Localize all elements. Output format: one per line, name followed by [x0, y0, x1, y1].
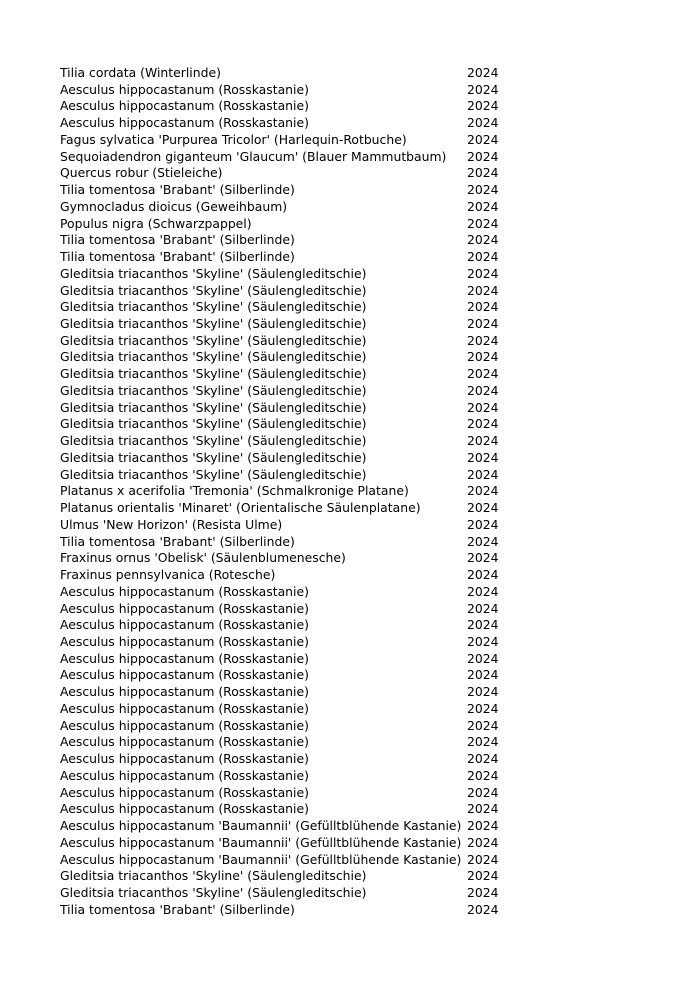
- planting-year: 2024: [467, 131, 499, 147]
- tree-species: Gleditsia triacanthos 'Skyline' (Säulengleditschie): [60, 332, 367, 348]
- list-item: [60, 115, 640, 132]
- tree-species: Gleditsia triacanthos 'Skyline' (Säulengleditschie): [60, 265, 367, 281]
- list-item: [60, 467, 640, 484]
- list-item: [60, 132, 640, 149]
- list-item: [60, 550, 640, 567]
- planting-year: 2024: [467, 198, 499, 214]
- planting-year: 2024: [467, 767, 499, 783]
- planting-year: 2024: [467, 500, 499, 516]
- planting-year: 2024: [467, 416, 499, 432]
- tree-species: Aesculus hippocastanum (Rosskastanie): [60, 717, 309, 733]
- list-item: [60, 316, 640, 333]
- tree-species: Platanus orientalis 'Minaret' (Orientalische Säulenplatane): [60, 500, 421, 516]
- list-item: [60, 232, 640, 249]
- planting-year: 2024: [467, 366, 499, 382]
- list-item: [60, 785, 640, 802]
- planting-year: 2024: [467, 600, 499, 616]
- list-item: [60, 82, 640, 99]
- list-item: [60, 65, 640, 82]
- tree-species: Gleditsia triacanthos 'Skyline' (Säulengleditschie): [60, 382, 367, 398]
- planting-year: 2024: [467, 667, 499, 683]
- list-item: [60, 617, 640, 634]
- tree-species: Gymnocladus dioicus (Geweihbaum): [60, 198, 288, 214]
- planting-year: 2024: [467, 717, 499, 733]
- tree-species: Platanus x acerifolia 'Tremonia' (Schmalkronige Platane): [60, 483, 409, 499]
- planting-year: 2024: [467, 433, 499, 449]
- list-item: [60, 383, 640, 400]
- tree-species: Aesculus hippocastanum (Rosskastanie): [60, 617, 309, 633]
- planting-year: 2024: [467, 901, 499, 917]
- tree-species: Gleditsia triacanthos 'Skyline' (Säulengleditschie): [60, 416, 367, 432]
- tree-species: Gleditsia triacanthos 'Skyline' (Säulengleditschie): [60, 449, 367, 465]
- tree-species: Aesculus hippocastanum (Rosskastanie): [60, 767, 309, 783]
- tree-species: Gleditsia triacanthos 'Skyline' (Säulengleditschie): [60, 433, 367, 449]
- planting-year: 2024: [467, 399, 499, 415]
- tree-species: Gleditsia triacanthos 'Skyline' (Säulengleditschie): [60, 282, 367, 298]
- list-item: [60, 868, 640, 885]
- tree-species: Aesculus hippocastanum (Rosskastanie): [60, 600, 309, 616]
- tree-species: Tilia tomentosa 'Brabant' (Silberlinde): [60, 533, 295, 549]
- list-item: [60, 483, 640, 500]
- tree-species: Aesculus hippocastanum (Rosskastanie): [60, 81, 309, 97]
- tree-species: Aesculus hippocastanum (Rosskastanie): [60, 801, 309, 817]
- tree-species: Gleditsia triacanthos 'Skyline' (Säulengleditschie): [60, 884, 367, 900]
- planting-year: 2024: [467, 734, 499, 750]
- list-item: [60, 333, 640, 350]
- list-item: [60, 734, 640, 751]
- tree-species: Populus nigra (Schwarzpappel): [60, 215, 252, 231]
- tree-species: Tilia cordata (Winterlinde): [60, 65, 221, 80]
- list-item: [60, 165, 640, 182]
- list-item: [60, 216, 640, 233]
- planting-year: 2024: [467, 299, 499, 315]
- list-item: [60, 416, 640, 433]
- tree-species: Tilia tomentosa 'Brabant' (Silberlinde): [60, 901, 295, 917]
- planting-year: 2024: [467, 265, 499, 281]
- planting-year: 2024: [467, 282, 499, 298]
- tree-species: Fraxinus ornus 'Obelisk' (Säulenblumenesche): [60, 550, 346, 566]
- planting-year: 2024: [467, 215, 499, 231]
- planting-year: 2024: [467, 232, 499, 248]
- list-item: [60, 349, 640, 366]
- list-item: [60, 517, 640, 534]
- list-item: [60, 534, 640, 551]
- planting-year: 2024: [467, 868, 499, 884]
- list-item: [60, 584, 640, 601]
- planting-year: 2024: [467, 567, 499, 583]
- planting-year: 2024: [467, 684, 499, 700]
- list-item: [60, 601, 640, 618]
- list-item: [60, 684, 640, 701]
- list-item: [60, 567, 640, 584]
- list-item: [60, 651, 640, 668]
- tree-species: Aesculus hippocastanum (Rosskastanie): [60, 98, 309, 114]
- list-item: [60, 835, 640, 852]
- tree-species: Tilia tomentosa 'Brabant' (Silberlinde): [60, 182, 295, 198]
- list-item: [60, 701, 640, 718]
- list-item: [60, 299, 640, 316]
- list-item: [60, 450, 640, 467]
- planting-year: 2024: [467, 449, 499, 465]
- list-item: [60, 667, 640, 684]
- planting-year: 2024: [467, 483, 499, 499]
- planting-year: 2024: [467, 316, 499, 332]
- tree-species: Aesculus hippocastanum (Rosskastanie): [60, 115, 309, 131]
- tree-species: Aesculus hippocastanum (Rosskastanie): [60, 784, 309, 800]
- list-item: [60, 149, 640, 166]
- tree-species: Tilia tomentosa 'Brabant' (Silberlinde): [60, 232, 295, 248]
- tree-species: Quercus robur (Stieleiche): [60, 165, 223, 181]
- tree-species: Aesculus hippocastanum (Rosskastanie): [60, 583, 309, 599]
- list-item: [60, 98, 640, 115]
- list-item: [60, 902, 640, 919]
- planting-year: 2024: [467, 466, 499, 482]
- list-item: [60, 433, 640, 450]
- tree-species: Gleditsia triacanthos 'Skyline' (Säulengleditschie): [60, 868, 367, 884]
- planting-year: 2024: [467, 349, 499, 365]
- planting-year: 2024: [467, 583, 499, 599]
- planting-year: 2024: [467, 182, 499, 198]
- planting-year: 2024: [467, 818, 499, 834]
- tree-species: Gleditsia triacanthos 'Skyline' (Säulengleditschie): [60, 349, 367, 365]
- planting-year: 2024: [467, 851, 499, 867]
- tree-planting-list: [60, 65, 640, 918]
- planting-year: 2024: [467, 633, 499, 649]
- tree-species: Gleditsia triacanthos 'Skyline' (Säulengleditschie): [60, 399, 367, 415]
- list-item: [60, 249, 640, 266]
- tree-species: Aesculus hippocastanum (Rosskastanie): [60, 751, 309, 767]
- planting-year: 2024: [467, 884, 499, 900]
- tree-species: Aesculus hippocastanum (Rosskastanie): [60, 650, 309, 666]
- planting-year: 2024: [467, 115, 499, 131]
- tree-species: Aesculus hippocastanum (Rosskastanie): [60, 667, 309, 683]
- tree-species: Tilia tomentosa 'Brabant' (Silberlinde): [60, 249, 295, 265]
- tree-species: Aesculus hippocastanum 'Baumannii' (Gefülltblühende Kastanie): [60, 818, 462, 834]
- tree-species: Ulmus 'New Horizon' (Resista Ulme): [60, 516, 283, 532]
- planting-year: 2024: [467, 700, 499, 716]
- list-item: [60, 818, 640, 835]
- tree-species: Aesculus hippocastanum (Rosskastanie): [60, 700, 309, 716]
- list-item: [60, 718, 640, 735]
- list-item: [60, 400, 640, 417]
- tree-species: Gleditsia triacanthos 'Skyline' (Säulengleditschie): [60, 366, 367, 382]
- planting-year: 2024: [467, 148, 499, 164]
- tree-species: Aesculus hippocastanum (Rosskastanie): [60, 633, 309, 649]
- list-item: [60, 266, 640, 283]
- tree-species: Aesculus hippocastanum (Rosskastanie): [60, 684, 309, 700]
- planting-year: 2024: [467, 382, 499, 398]
- planting-year: 2024: [467, 81, 499, 97]
- planting-year: 2024: [467, 165, 499, 181]
- list-item: [60, 852, 640, 869]
- list-item: [60, 751, 640, 768]
- tree-species: Fagus sylvatica 'Purpurea Tricolor' (Harlequin-Rotbuche): [60, 131, 407, 147]
- planting-year: 2024: [467, 784, 499, 800]
- planting-year: 2024: [467, 332, 499, 348]
- tree-species: Gleditsia triacanthos 'Skyline' (Säulengleditschie): [60, 316, 367, 332]
- planting-year: 2024: [467, 617, 499, 633]
- list-item: [60, 283, 640, 300]
- list-item: [60, 366, 640, 383]
- planting-year: 2024: [467, 834, 499, 850]
- planting-year: 2024: [467, 65, 499, 80]
- list-item: [60, 885, 640, 902]
- planting-year: 2024: [467, 650, 499, 666]
- planting-year: 2024: [467, 98, 499, 114]
- tree-species: Gleditsia triacanthos 'Skyline' (Säulengleditschie): [60, 466, 367, 482]
- planting-year: 2024: [467, 801, 499, 817]
- list-item: [60, 182, 640, 199]
- tree-species: Aesculus hippocastanum 'Baumannii' (Gefülltblühende Kastanie): [60, 851, 462, 867]
- tree-species: Sequoiadendron giganteum 'Glaucum' (Blauer Mammutbaum): [60, 148, 447, 164]
- planting-year: 2024: [467, 516, 499, 532]
- list-item: [60, 199, 640, 216]
- planting-year: 2024: [467, 550, 499, 566]
- list-item: [60, 801, 640, 818]
- list-item: [60, 768, 640, 785]
- tree-species: Gleditsia triacanthos 'Skyline' (Säulengleditschie): [60, 299, 367, 315]
- tree-species: Aesculus hippocastanum (Rosskastanie): [60, 734, 309, 750]
- planting-year: 2024: [467, 751, 499, 767]
- tree-species: Aesculus hippocastanum 'Baumannii' (Gefülltblühende Kastanie): [60, 834, 462, 850]
- list-item: [60, 634, 640, 651]
- tree-species: Fraxinus pennsylvanica (Rotesche): [60, 567, 276, 583]
- planting-year: 2024: [467, 533, 499, 549]
- planting-year: 2024: [467, 249, 499, 265]
- list-item: [60, 500, 640, 517]
